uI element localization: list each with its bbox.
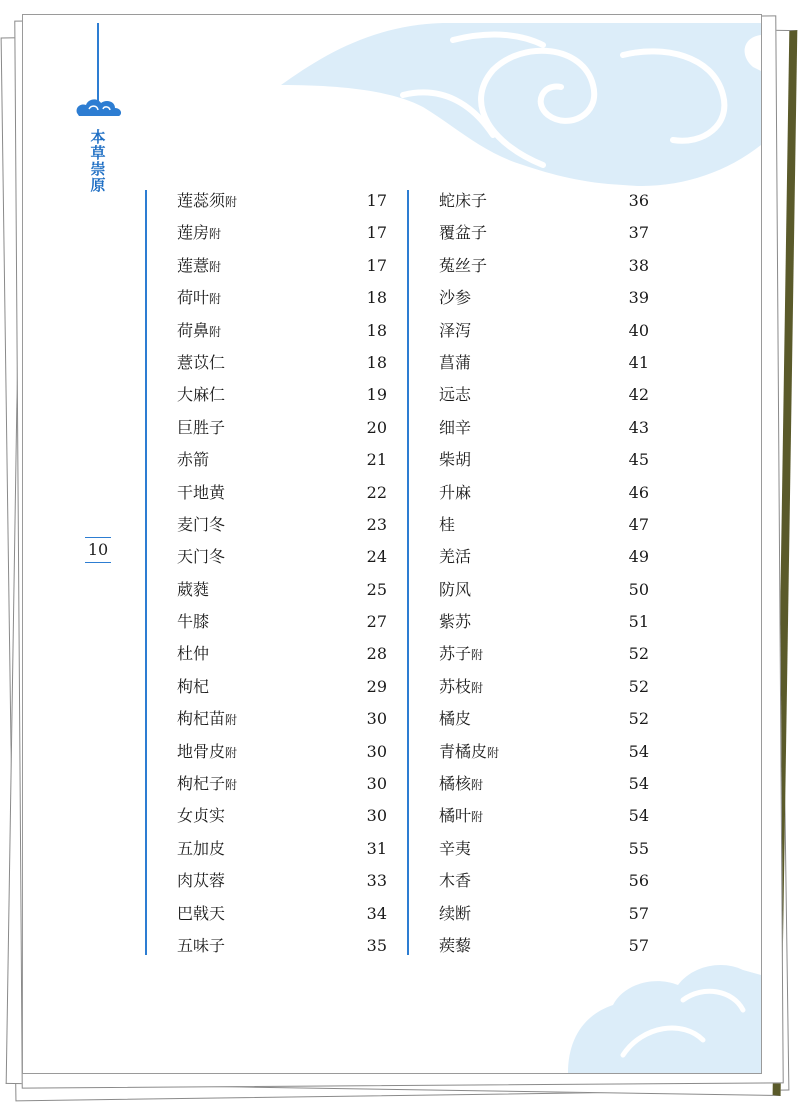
toc-entry-name: 肉苁蓉 <box>177 871 226 891</box>
toc-entry-page: 30 <box>366 709 387 729</box>
toc-entry-title <box>177 509 225 541</box>
toc-entry-page: 39 <box>628 288 649 308</box>
toc-entry-title <box>177 347 225 379</box>
toc-entry-title <box>439 444 471 476</box>
toc-entry-name: 葳蕤 <box>177 579 210 599</box>
cloud-logo-icon <box>73 95 125 119</box>
toc-entry[interactable] <box>177 736 387 768</box>
toc-entry-appendix-mark: 附 <box>209 227 222 242</box>
toc-entry-name: 菟丝子 <box>439 255 488 275</box>
toc-entry[interactable] <box>439 379 649 411</box>
toc-entry-page: 52 <box>628 644 649 664</box>
toc-entry-name: 升麻 <box>439 482 472 502</box>
toc-entry[interactable] <box>177 898 387 930</box>
toc-entry-page: 23 <box>366 514 387 534</box>
toc-entry-page: 57 <box>628 903 649 923</box>
toc-entry-page: 30 <box>366 774 387 794</box>
toc-entry-page: 28 <box>366 644 387 664</box>
toc-entry-name: 木香 <box>439 871 472 891</box>
toc-entry-page: 43 <box>628 417 649 437</box>
toc-entry-title <box>439 477 471 509</box>
toc-entry-page: 31 <box>366 838 387 858</box>
toc-entry-title <box>177 250 221 283</box>
toc-entry[interactable] <box>439 347 649 379</box>
toc-entry-page: 46 <box>628 482 649 502</box>
toc-entry-appendix-mark: 附 <box>209 259 222 274</box>
toc-entry[interactable] <box>177 509 387 541</box>
toc-entry-appendix-mark: 附 <box>471 810 484 825</box>
toc-entry-name: 柴胡 <box>439 450 472 470</box>
toc-entry-page: 54 <box>628 806 649 826</box>
toc-entry-title <box>439 703 471 735</box>
toc-entry-title <box>439 606 471 638</box>
toc-entry-page: 42 <box>628 385 649 405</box>
toc-entry[interactable] <box>177 638 387 670</box>
toc-entry-name: 枸杞子 <box>177 774 226 794</box>
toc-entry-name: 泽泻 <box>439 320 472 340</box>
toc-entry[interactable] <box>177 574 387 606</box>
toc-entry-title <box>439 736 499 769</box>
toc-entry-page: 54 <box>628 774 649 794</box>
toc-entry-name: 荷叶 <box>177 288 210 308</box>
toc-entry-name: 蛇床子 <box>439 191 488 210</box>
toc-entry[interactable] <box>439 768 649 800</box>
toc-entry-name: 防风 <box>439 579 472 599</box>
toc-entry-name: 细辛 <box>439 417 472 437</box>
toc-entry-title <box>177 185 237 218</box>
toc-entry-name: 覆盆子 <box>439 223 488 243</box>
toc-entry-name: 辛夷 <box>439 838 472 858</box>
toc-entry-page: 36 <box>628 191 649 210</box>
toc-entry-title <box>177 671 209 703</box>
toc-entry-page: 51 <box>628 612 649 632</box>
toc-entry[interactable] <box>177 217 387 249</box>
toc-entry-title <box>439 898 471 930</box>
toc-entry-page: 22 <box>366 482 387 502</box>
toc-entry[interactable] <box>439 930 649 962</box>
toc-entry-title <box>177 898 225 930</box>
toc-entry[interactable] <box>439 865 649 897</box>
toc-entry[interactable] <box>177 185 387 217</box>
toc-entry[interactable] <box>439 833 649 865</box>
toc-entry[interactable] <box>177 282 387 314</box>
toc-entry[interactable] <box>439 412 649 444</box>
toc-entry[interactable] <box>177 768 387 800</box>
toc-entry-name: 天门冬 <box>177 547 226 567</box>
toc-entry-page: 18 <box>366 288 387 308</box>
toc-entry[interactable] <box>177 412 387 444</box>
toc-entry-appendix-mark: 附 <box>209 292 222 307</box>
toc-entry-name: 续断 <box>439 903 472 923</box>
toc-entry-name: 莲蕊须 <box>177 191 226 210</box>
toc-entry-page: 17 <box>366 191 387 210</box>
toc-entry-page: 19 <box>366 385 387 405</box>
toc-entry-title <box>439 217 487 249</box>
toc-entry[interactable] <box>439 898 649 930</box>
toc-entry-page: 18 <box>366 352 387 372</box>
toc-entry-appendix-mark: 附 <box>471 648 484 663</box>
toc-entry-title <box>177 865 225 897</box>
toc-entry-title <box>439 185 487 217</box>
toc-entry[interactable] <box>177 541 387 573</box>
toc-entry-name: 巴戟天 <box>177 903 226 923</box>
toc-entry-name: 羌活 <box>439 547 472 567</box>
toc-entry-page: 20 <box>366 417 387 437</box>
toc-entry-page: 40 <box>628 320 649 340</box>
toc-entry-name: 苏子 <box>439 644 472 664</box>
toc-entry-name: 橘核 <box>439 774 472 794</box>
toc-entry[interactable] <box>439 509 649 541</box>
toc-entry[interactable] <box>439 703 649 735</box>
toc-entry-name: 杜仲 <box>177 644 210 664</box>
toc-entry-name: 巨胜子 <box>177 417 226 437</box>
toc-entry-page: 52 <box>628 676 649 696</box>
toc-entry-title <box>177 282 221 315</box>
toc-entry-page: 45 <box>628 450 649 470</box>
toc-entry-page: 17 <box>366 223 387 243</box>
toc-entry-page: 54 <box>628 741 649 761</box>
toc-entry-page: 50 <box>628 579 649 599</box>
toc-entry-title <box>439 768 483 801</box>
toc-entry-page: 17 <box>366 255 387 275</box>
toc-entry-name: 薏苡仁 <box>177 352 226 372</box>
toc-entry-name: 干地黄 <box>177 482 226 502</box>
toc-entry-title <box>177 703 237 736</box>
toc-entry-page: 21 <box>366 450 387 470</box>
toc-entry[interactable] <box>177 347 387 379</box>
toc-entry-title <box>439 347 471 379</box>
toc-entry-appendix-mark: 附 <box>209 324 222 339</box>
toc-entry-page: 55 <box>628 838 649 858</box>
toc-entry-page: 56 <box>628 871 649 891</box>
toc-entry-name: 五加皮 <box>177 838 226 858</box>
toc-entry-name: 赤箭 <box>177 450 210 470</box>
toc-entry[interactable] <box>177 250 387 282</box>
toc-entry-page: 34 <box>366 903 387 923</box>
toc-entry-name: 蒺藜 <box>439 935 472 955</box>
toc-entry[interactable] <box>439 315 649 347</box>
toc-entry[interactable] <box>177 315 387 347</box>
toc-entry[interactable] <box>439 606 649 638</box>
toc-entry-title <box>177 315 221 348</box>
toc-entry[interactable] <box>177 800 387 832</box>
toc-entry[interactable] <box>439 185 649 217</box>
toc-entry-name: 麦门冬 <box>177 514 226 534</box>
toc-entry-name: 苏枝 <box>439 676 472 696</box>
toc-entry-name: 菖蒲 <box>439 352 472 372</box>
toc-entry-name: 紫苏 <box>439 612 472 632</box>
toc-entry-title <box>177 444 209 476</box>
toc-entry-page: 33 <box>366 871 387 891</box>
toc-entry[interactable] <box>439 250 649 282</box>
toc-entry-appendix-mark: 附 <box>225 713 238 728</box>
toc-entry-name: 橘叶 <box>439 806 472 826</box>
toc-entry-appendix-mark: 附 <box>471 778 484 793</box>
toc-column-left <box>177 185 387 962</box>
toc-entry-title <box>439 930 471 962</box>
toc-entry-name: 荷鼻 <box>177 320 210 340</box>
toc-entry-title <box>177 606 209 638</box>
toc-entry-title <box>177 574 209 606</box>
toc-entry-page: 49 <box>628 547 649 567</box>
column-rule-left <box>145 190 147 955</box>
toc-entry-appendix-mark: 附 <box>225 745 238 760</box>
toc-entry-title <box>177 217 221 250</box>
toc-entry[interactable] <box>439 671 649 703</box>
toc-entry-page: 41 <box>628 352 649 372</box>
toc-entry-page: 52 <box>628 709 649 729</box>
toc-entry-page: 47 <box>628 514 649 534</box>
toc-entry-title <box>177 768 237 801</box>
toc-entry-page: 57 <box>628 935 649 955</box>
toc-entry-page: 18 <box>366 320 387 340</box>
toc-entry-title <box>177 541 225 573</box>
toc-entry[interactable] <box>177 703 387 735</box>
toc-entry[interactable] <box>177 930 387 962</box>
toc-entry-name: 青橘皮 <box>439 741 488 761</box>
toc-entry-page: 27 <box>366 612 387 632</box>
toc-entry-page: 37 <box>628 223 649 243</box>
toc-entry-name: 五味子 <box>177 935 226 955</box>
toc-entry-title <box>177 379 225 411</box>
cloud-decoration-bottom <box>23 15 761 1073</box>
header-vertical-rule <box>97 23 99 105</box>
book-page <box>22 14 762 1074</box>
page-number: 10 <box>85 537 111 563</box>
toc-entry-title <box>439 865 471 897</box>
toc-entry[interactable] <box>177 444 387 476</box>
toc-entry-title <box>439 800 483 833</box>
toc-entry-name: 大麻仁 <box>177 385 226 405</box>
toc-entry-name: 桂 <box>439 514 456 534</box>
toc-column-right <box>439 185 649 962</box>
toc-entry-name: 莲房 <box>177 223 210 243</box>
book-title: 本草崇原 <box>90 128 106 194</box>
toc-entry-page: 29 <box>366 676 387 696</box>
toc-entry[interactable] <box>177 833 387 865</box>
toc-entry-name: 牛膝 <box>177 612 210 632</box>
toc-entry-appendix-mark: 附 <box>471 680 484 695</box>
toc-entry-title <box>439 574 471 606</box>
toc-entry-appendix-mark: 附 <box>487 745 500 760</box>
column-rule-right <box>407 190 409 955</box>
toc-entry[interactable] <box>177 379 387 411</box>
toc-entry-title <box>439 282 471 314</box>
toc-entry-name: 橘皮 <box>439 709 472 729</box>
toc-entry-title <box>439 638 483 671</box>
toc-entry-title <box>177 930 225 962</box>
toc-entry[interactable] <box>439 736 649 768</box>
toc-entry-page: 25 <box>366 579 387 599</box>
toc-entry-title <box>177 833 225 865</box>
toc-entry-title <box>439 671 483 704</box>
toc-entry-name: 远志 <box>439 385 472 405</box>
toc-entry-name: 沙参 <box>439 288 472 308</box>
toc-entry-name: 地骨皮 <box>177 741 226 761</box>
toc-entry-appendix-mark: 附 <box>225 195 238 209</box>
toc-entry[interactable] <box>177 865 387 897</box>
toc-entry[interactable] <box>439 574 649 606</box>
toc-entry[interactable] <box>177 606 387 638</box>
toc-entry-page: 30 <box>366 806 387 826</box>
toc-entry-title <box>177 736 237 769</box>
toc-entry[interactable] <box>439 444 649 476</box>
toc-entry[interactable] <box>439 638 649 670</box>
toc-entry-title <box>439 379 471 411</box>
toc-entry-title <box>177 477 225 509</box>
toc-entry-title <box>177 412 225 444</box>
toc-entry-title <box>439 250 487 282</box>
toc-entry-title <box>177 638 209 670</box>
toc-entry[interactable] <box>177 671 387 703</box>
toc-entry-name: 女贞实 <box>177 806 226 826</box>
toc-entry-page: 30 <box>366 741 387 761</box>
toc-entry-page: 24 <box>366 547 387 567</box>
toc-entry[interactable] <box>439 477 649 509</box>
toc-entry[interactable] <box>439 217 649 249</box>
toc-entry[interactable] <box>439 541 649 573</box>
toc-entry-name: 枸杞 <box>177 676 210 696</box>
toc-entry-title <box>439 315 471 347</box>
toc-entry-name: 枸杞苗 <box>177 709 226 729</box>
toc-entry-title <box>439 541 471 573</box>
toc-entry[interactable] <box>439 282 649 314</box>
toc-entry-title <box>439 833 471 865</box>
toc-entry-title <box>177 800 225 832</box>
toc-entry[interactable] <box>177 477 387 509</box>
toc-entry-title <box>439 509 455 541</box>
toc-entry-page: 35 <box>366 935 387 955</box>
toc-entry-name: 莲薏 <box>177 255 210 275</box>
toc-entry-title <box>439 412 471 444</box>
toc-entry[interactable] <box>439 800 649 832</box>
toc-entry-page: 38 <box>628 255 649 275</box>
toc-entry-appendix-mark: 附 <box>225 778 238 793</box>
